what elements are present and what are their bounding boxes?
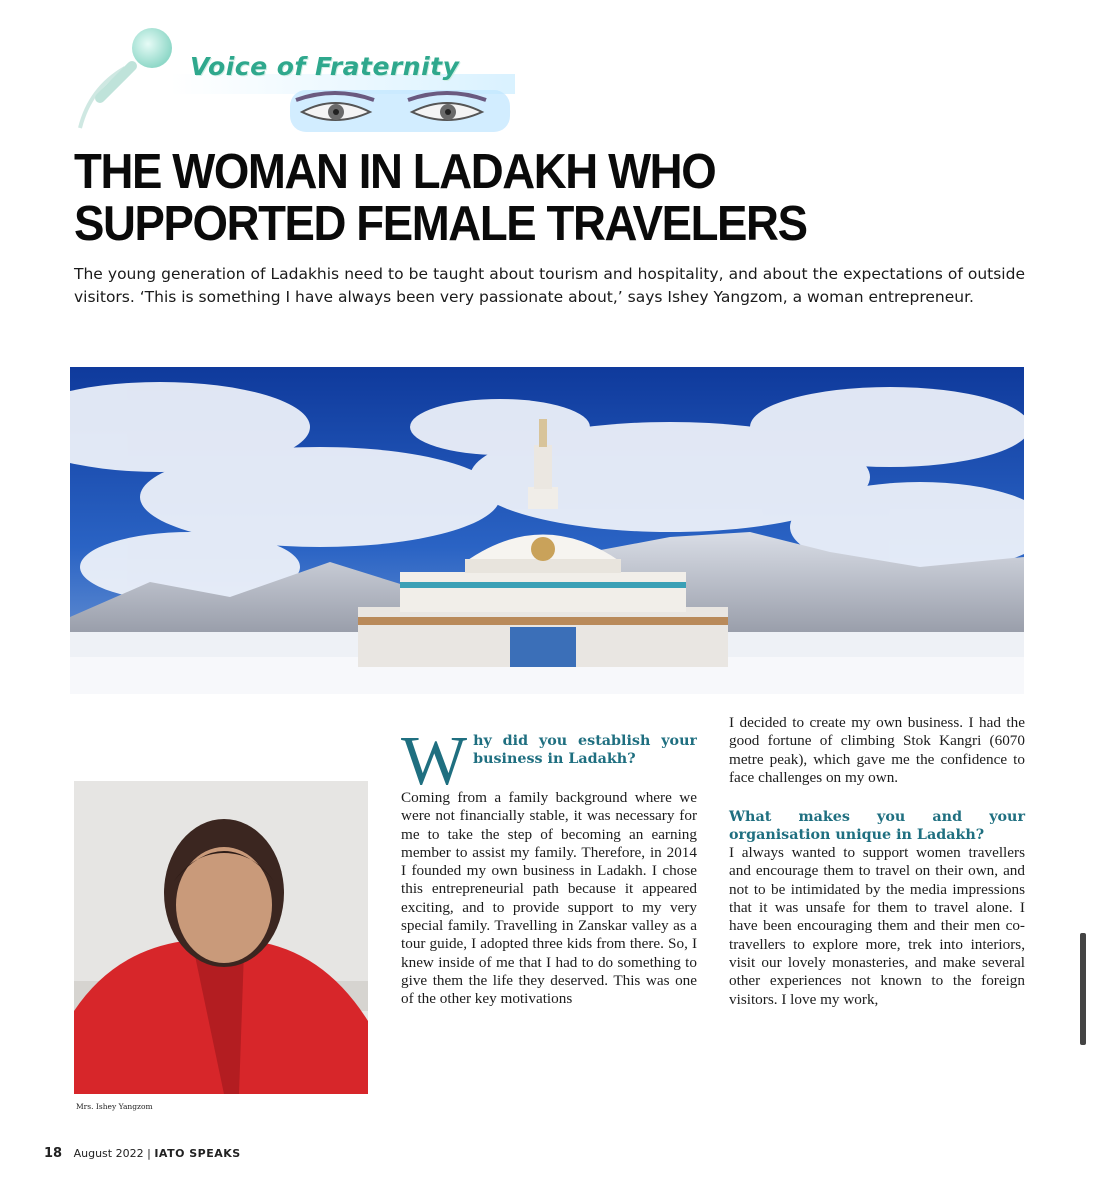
answer-1: Coming from a family background where we were not financially stable, it was necessary for me to take the step of becoming an earning member to assist my family. Therefore, in 2014 I founded my own business in Ladakh. I chose this entrepreneurial path because it appeared exciting, and to provide support to my very special family. Travelling in Zanskar valley as a tour guide, I adopted three kids from there. So, I knew inside of me that I had to do something to give them the life they deserved. This was one of the other key motivations xyxy=(401,789,697,1008)
issue-date: August 2022 xyxy=(73,1147,144,1160)
publication-name: IATO SPEAKS xyxy=(154,1147,241,1160)
section-title: Voice of Fraternity xyxy=(190,52,460,81)
photo-caption: Mrs. Ishey Yangzom xyxy=(76,1102,153,1111)
portrait-photo xyxy=(74,781,368,1094)
page-footer xyxy=(44,1146,241,1161)
article-column-1 xyxy=(401,733,697,1009)
question-2: What makes you and your organisation unique in Ladakh? xyxy=(729,809,1025,843)
footer-separator: | xyxy=(147,1147,151,1160)
eyes-graphic xyxy=(290,90,510,132)
article-column-2 xyxy=(729,714,1025,1009)
headline: THE WOMAN IN LADAKH WHO SUPPORTED FEMALE TRAVELERS xyxy=(74,145,807,251)
microphone-icon xyxy=(80,28,172,128)
question-1 xyxy=(401,733,697,789)
answer-2: I always wanted to support women travellers and encourage them to travel on their own, and not to be intimidated by the media impressions that it was unsafe for them to travel alone. I have been encouraging them and their men co-travellers to explore more, trek into interiors, visit our lovely monasteries, and make several other experiences not known to the foreign visitors. I love my work, xyxy=(729,844,1025,1008)
answer-1-continued: I decided to create my own business. I had the good fortune of climbing Stok Kangri (6070 metre peak), which gave me the confidence to face challenges on my own. xyxy=(729,714,1025,786)
scrollbar-thumb[interactable] xyxy=(1080,933,1086,1045)
section-logo xyxy=(70,28,530,138)
page-number: 18 xyxy=(44,1146,63,1161)
hero-image xyxy=(70,367,1024,694)
question-1-text: hy did you establish your business in Ladakh? xyxy=(473,733,697,767)
drop-cap: W xyxy=(401,733,468,789)
intro-paragraph: The young generation of Ladakhis need to be taught about tourism and hospitality, and about the expectations of outside visitors. ‘This is something I have always been very passionate about,’ says Ishey Yangzom, a woman entrepreneur. xyxy=(74,265,1025,306)
